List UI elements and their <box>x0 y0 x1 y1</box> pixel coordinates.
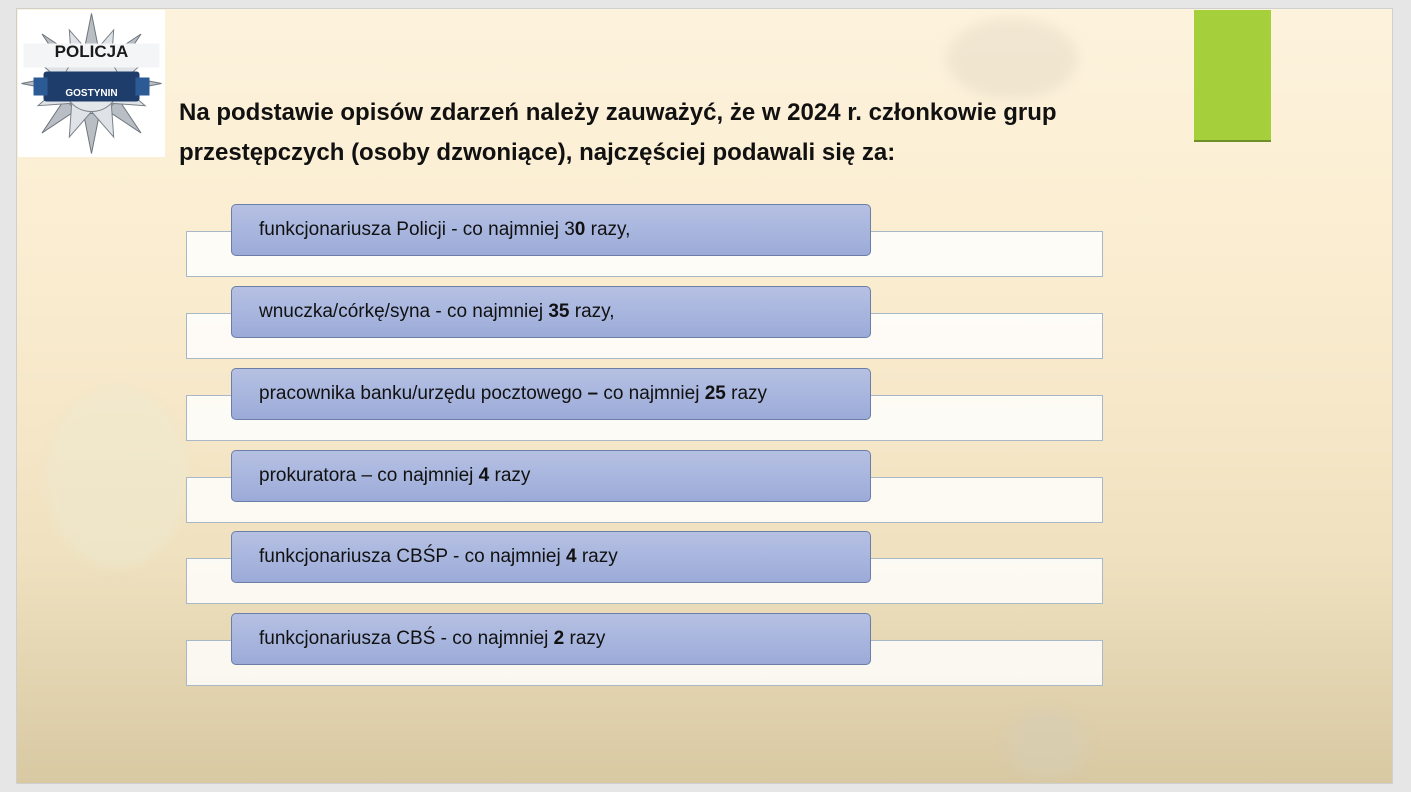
label-text: wnuczka/córkę/syna - co najmniej <box>259 301 549 322</box>
accent-bar <box>1194 10 1271 142</box>
list-item-label <box>231 613 871 665</box>
slide <box>17 9 1392 783</box>
title-line-2: przestępczych (osoby dzwoniące), najczęściej podawali się za: <box>179 139 896 166</box>
label-count: 4 <box>565 546 577 567</box>
label-count: 25 <box>704 383 726 404</box>
background-blur <box>947 19 1077 99</box>
label-count: 0 <box>574 219 586 240</box>
label-text: razy, <box>569 301 615 322</box>
label-text: co najmniej <box>598 383 705 404</box>
slide-title <box>179 93 1139 173</box>
label-text: funkcjonariusza CBŚ - co najmniej <box>259 628 554 649</box>
title-line-1: Na podstawie opisów zdarzeń należy zauważyć, że w 2024 r. członkowie grup <box>179 99 1057 126</box>
list-item-label <box>231 368 871 420</box>
label-count: 2 <box>553 628 565 649</box>
label-text: pracownika banku/urzędu pocztowego <box>259 383 588 404</box>
label-text: prokuratora – co najmniej <box>259 465 479 486</box>
label-text: razy <box>576 546 618 567</box>
label-count: 35 <box>548 301 570 322</box>
label-text: razy, <box>585 219 631 240</box>
label-dash: – <box>587 383 599 404</box>
list-item <box>17 450 1392 532</box>
badge-title-text: POLICJA <box>54 42 129 61</box>
label-text: razy <box>564 628 606 649</box>
police-star-icon <box>18 10 165 157</box>
list-item <box>17 531 1392 613</box>
label-text: razy <box>725 383 768 404</box>
list-item <box>17 368 1392 450</box>
police-badge-logo <box>18 10 165 157</box>
list-item-label <box>231 531 871 583</box>
list-item <box>17 286 1392 368</box>
label-text: funkcjonariusza Policji - co najmniej 3 <box>259 219 575 240</box>
list-item-label <box>231 204 871 256</box>
background-blur <box>1007 709 1087 779</box>
label-text: funkcjonariusza CBŚP - co najmniej <box>259 546 566 567</box>
badge-banner-text: GOSTYNIN <box>65 88 118 99</box>
list-item-label <box>231 286 871 338</box>
list-item <box>17 204 1392 286</box>
label-count: 4 <box>478 465 490 486</box>
label-text: razy <box>489 465 531 486</box>
list-item <box>17 613 1392 695</box>
list-item-label <box>231 450 871 502</box>
